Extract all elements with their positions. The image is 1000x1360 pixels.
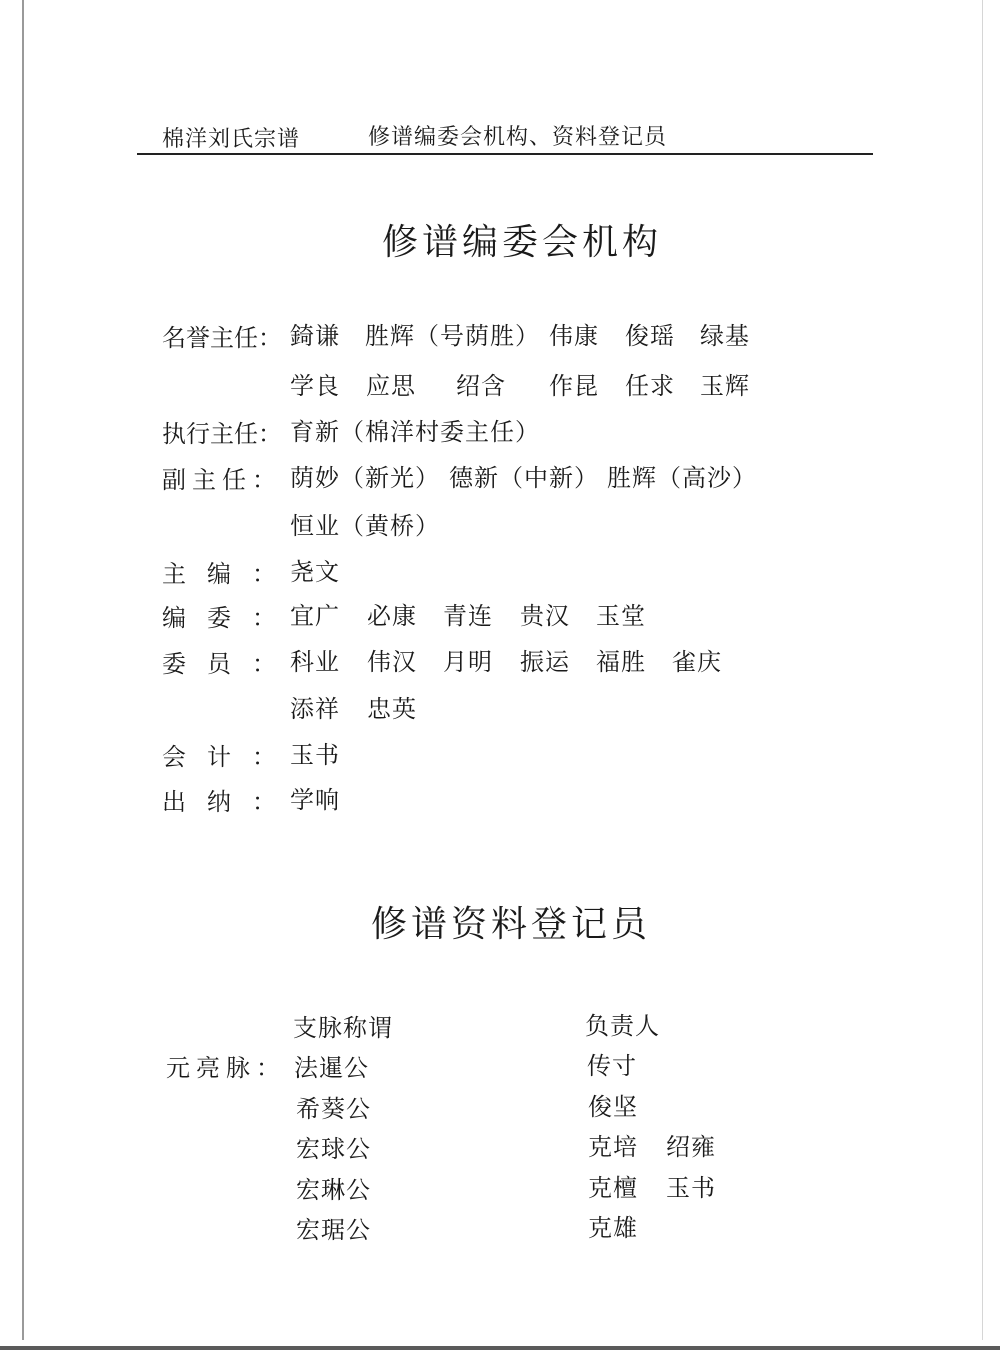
branch-cell: 希葵公: [296, 1095, 371, 1123]
committee-title: 修谱编委会机构: [381, 222, 662, 263]
column-header-person: 负责人: [585, 1012, 660, 1040]
member-name: 添祥: [290, 695, 340, 723]
label-char: 主: [210, 324, 234, 352]
board-name: 青连: [443, 602, 493, 630]
honorary-name: 胜辉（号荫胜）: [365, 322, 540, 350]
member-name: 科业: [290, 648, 340, 676]
registrars-title: 修谱资料登记员: [370, 904, 651, 945]
label-char: ：: [258, 420, 282, 448]
label-char: 纳: [207, 788, 231, 816]
member-name: 福胜: [596, 648, 646, 676]
honorary-name: 绿基: [700, 322, 750, 350]
member-name: 月明: [443, 648, 493, 676]
column-header-branch: 支脉称谓: [293, 1014, 393, 1042]
label-char: 誉: [186, 324, 210, 352]
label-char: 执: [162, 420, 186, 448]
page-bottom-edge: [0, 1346, 1000, 1350]
deputy-name: 恒业（黄桥）: [290, 512, 440, 540]
label-editorial-board: [162, 598, 276, 633]
honorary-name: 俊瑶: [625, 322, 675, 350]
label-cashier: [162, 782, 276, 817]
board-name: 必康: [367, 602, 417, 630]
person-cell: 克培: [588, 1133, 638, 1161]
editor-name: 尧文: [290, 558, 340, 586]
label-deputy: [162, 460, 276, 495]
label-char: ：: [252, 466, 276, 494]
board-name: 宜广: [290, 602, 340, 630]
label-char: ：: [252, 743, 276, 771]
label-char: 编: [207, 560, 231, 588]
label-char: ：: [252, 560, 276, 588]
member-name: 忠英: [367, 695, 417, 723]
cashier-name: 学响: [290, 786, 340, 814]
label-char: 委: [162, 650, 186, 678]
person-cell: 传寸: [587, 1052, 637, 1080]
label-char: 出: [162, 788, 186, 816]
person-cell: 玉书: [666, 1174, 716, 1202]
label-char: 副: [162, 466, 186, 494]
label-char: 名: [162, 324, 186, 352]
label-honorary: [162, 318, 282, 353]
person-cell: 绍雍: [666, 1133, 716, 1161]
book-title: 棉洋刘氏宗谱: [162, 127, 301, 152]
deputy-name: 荫妙（新光）: [290, 464, 440, 492]
label-executive: [162, 414, 282, 449]
honorary-name: 应思: [366, 372, 416, 400]
label-char: 行: [186, 420, 210, 448]
label-char: 任: [234, 324, 258, 352]
accountant-name: 玉书: [290, 741, 340, 769]
honorary-name: 錡谦: [290, 322, 340, 350]
honorary-name: 伟康: [549, 322, 599, 350]
board-name: 玉堂: [596, 602, 646, 630]
label-char: 委: [207, 604, 231, 632]
deputy-name: 德新（中新）: [449, 464, 599, 492]
label-char: 主: [210, 420, 234, 448]
branch-cell: 宏球公: [296, 1135, 371, 1163]
label-char: ：: [252, 650, 276, 678]
board-name: 贵汉: [520, 602, 570, 630]
label-char: ：: [252, 788, 276, 816]
label-char: 主: [162, 560, 186, 588]
label-editor-in-chief: [162, 554, 276, 589]
header-rule: [137, 153, 873, 155]
member-name: 雀庆: [672, 648, 722, 676]
honorary-name: 学良: [290, 372, 340, 400]
deputy-name: 胜辉（高沙）: [607, 464, 757, 492]
honorary-name: 玉辉: [700, 372, 750, 400]
branch-cell: 宏琚公: [296, 1216, 371, 1244]
label-char: 任: [234, 420, 258, 448]
label-char: 主: [192, 466, 216, 494]
label-members: [162, 644, 276, 679]
member-name: 伟汉: [367, 648, 417, 676]
label-char: ：: [258, 324, 282, 352]
honorary-name: 绍含: [456, 372, 506, 400]
label-char: ：: [252, 604, 276, 632]
page-left-edge: [22, 0, 24, 1340]
honorary-name: 任求: [625, 372, 675, 400]
label-char: 员: [207, 650, 231, 678]
label-char: 编: [162, 604, 186, 632]
person-cell: 俊坚: [588, 1093, 638, 1121]
label-accountant: [162, 737, 276, 772]
label-char: 会: [162, 743, 186, 771]
page-right-edge: [982, 0, 983, 1340]
section-title: 修谱编委会机构、资料登记员: [368, 125, 668, 150]
branch-cell: 法暹公: [294, 1054, 369, 1082]
person-cell: 克檀: [588, 1174, 638, 1202]
member-name: 振运: [520, 648, 570, 676]
person-cell: 克雄: [588, 1214, 638, 1242]
branch-cell: 宏琳公: [296, 1176, 371, 1204]
label-char: 任: [222, 466, 246, 494]
label-char: 计: [207, 743, 231, 771]
executive-name: 育新（棉洋村委主任）: [290, 418, 540, 446]
branch-label: 元亮脉：: [166, 1054, 286, 1082]
honorary-name: 作昆: [549, 372, 599, 400]
